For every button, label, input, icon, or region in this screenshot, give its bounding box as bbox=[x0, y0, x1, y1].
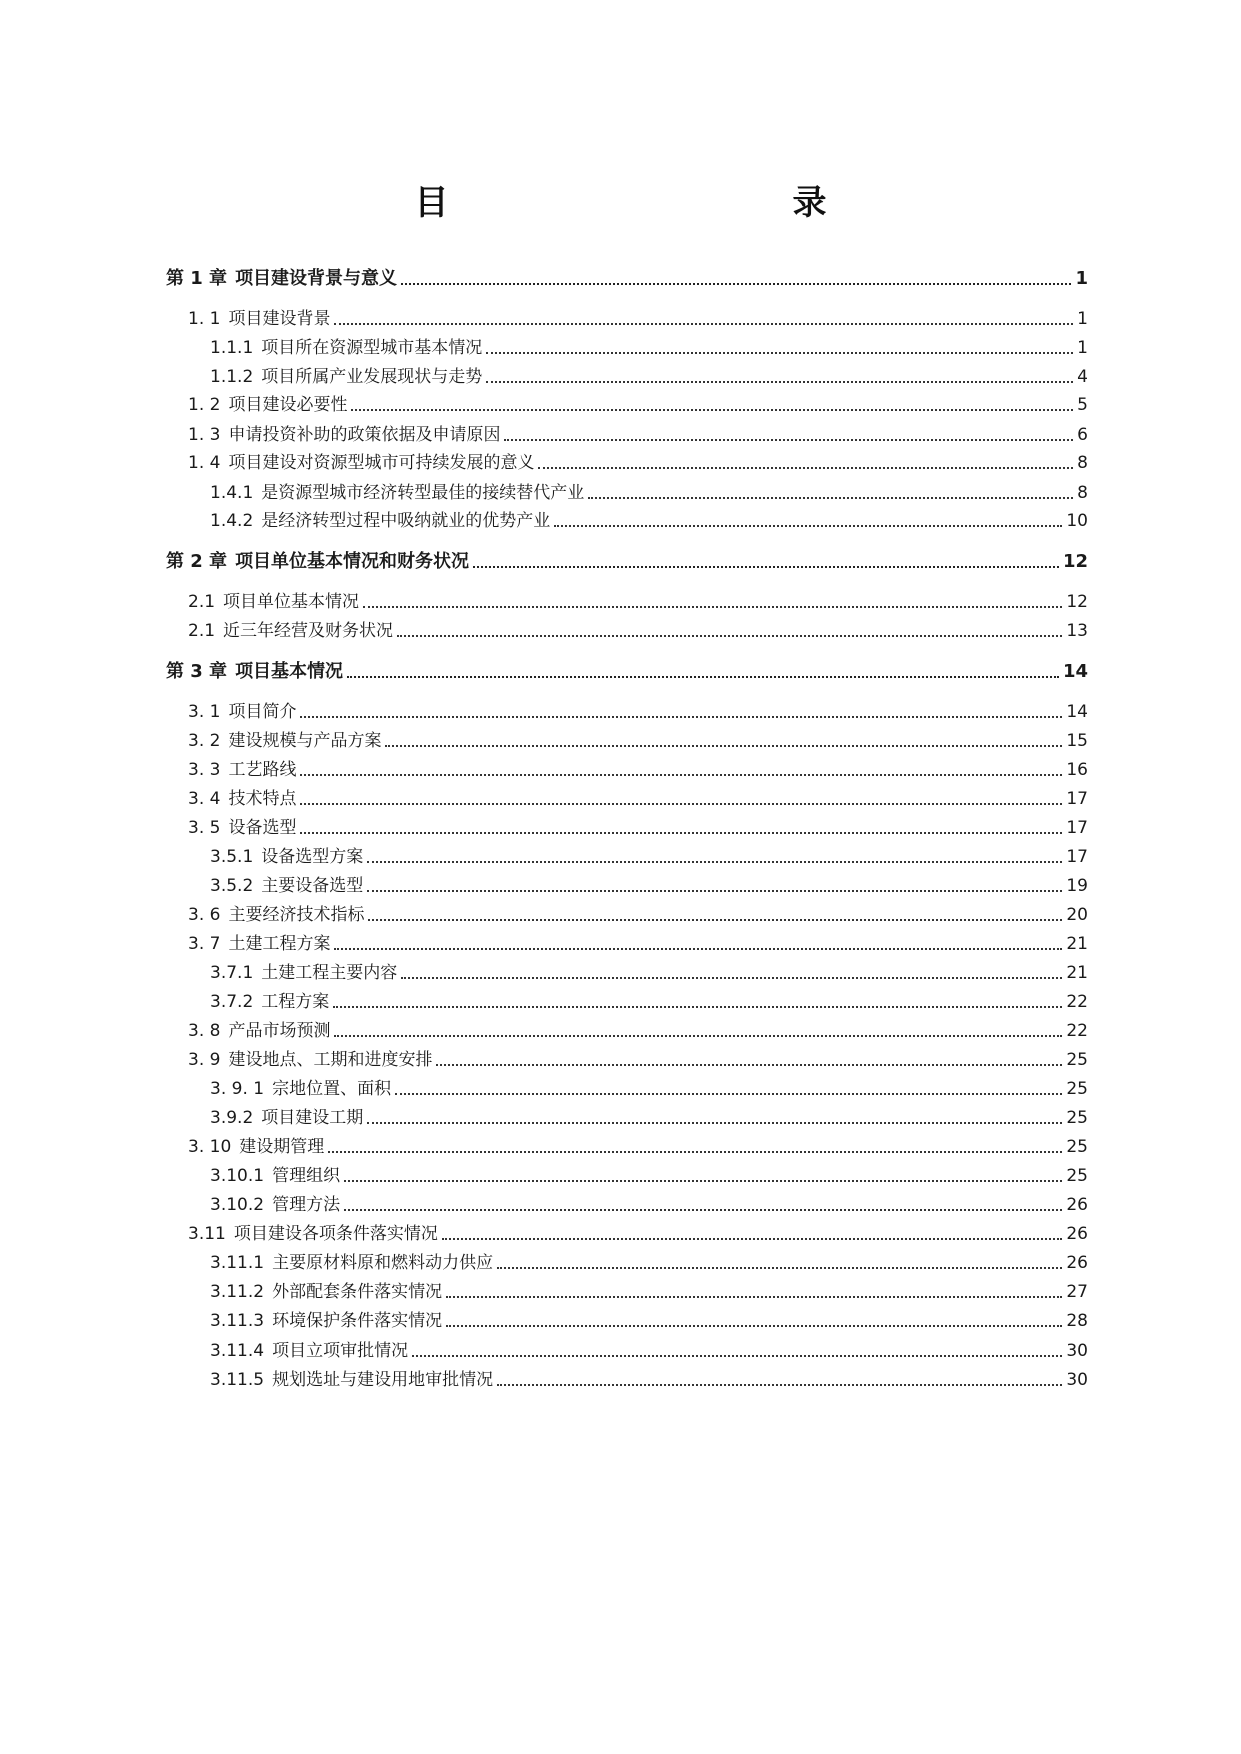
dot-leader bbox=[328, 1151, 1062, 1153]
toc-entry-title: 项目建设必要性 bbox=[228, 395, 348, 415]
dot-leader bbox=[300, 774, 1062, 776]
toc-entry-page: 13 bbox=[1066, 621, 1088, 641]
toc-entry[interactable] bbox=[210, 875, 1088, 897]
toc-entry-number: 3.5.1 bbox=[210, 847, 254, 867]
toc-entry-page: 1 bbox=[1077, 338, 1088, 358]
toc-entry-page: 30 bbox=[1066, 1370, 1088, 1390]
dot-leader bbox=[395, 1093, 1062, 1095]
toc-entry-title: 环境保护条件落实情况 bbox=[272, 1311, 443, 1331]
toc-entry[interactable] bbox=[188, 308, 1088, 330]
toc-entry-page: 30 bbox=[1066, 1341, 1088, 1361]
toc-entry[interactable] bbox=[210, 1107, 1088, 1129]
toc-entry-number: 1.4.1 bbox=[210, 483, 254, 503]
toc-entry[interactable] bbox=[188, 424, 1088, 446]
toc-entry-title: 产品市场预测 bbox=[228, 1021, 331, 1041]
dot-leader bbox=[334, 948, 1062, 950]
toc-entry-title: 项目基本情况 bbox=[235, 661, 344, 682]
toc-entry-page: 6 bbox=[1077, 425, 1088, 445]
dot-leader bbox=[334, 1035, 1062, 1037]
toc-entry-page: 4 bbox=[1077, 367, 1088, 387]
toc-entry[interactable] bbox=[188, 904, 1088, 926]
toc-entry[interactable] bbox=[188, 452, 1088, 474]
toc-entry[interactable] bbox=[188, 817, 1088, 839]
toc-entry-title: 外部配套条件落实情况 bbox=[272, 1282, 443, 1302]
toc-entry-page: 20 bbox=[1066, 905, 1088, 925]
toc-entry-title: 项目建设各项条件落实情况 bbox=[233, 1224, 438, 1244]
toc-entry-page: 10 bbox=[1066, 511, 1088, 531]
toc-entry-title: 主要经济技术指标 bbox=[228, 905, 365, 925]
toc-entry[interactable] bbox=[210, 1252, 1088, 1274]
toc-entry[interactable] bbox=[188, 759, 1088, 781]
toc-entry[interactable] bbox=[188, 1136, 1088, 1158]
toc-entry-number: 3.7.2 bbox=[210, 992, 254, 1012]
toc-entry-title: 技术特点 bbox=[228, 789, 297, 809]
toc-entry-number: 1.1.2 bbox=[210, 367, 254, 387]
toc-entry[interactable] bbox=[210, 482, 1088, 504]
toc-entry-number: 1.4.2 bbox=[210, 511, 254, 531]
toc-entry-title: 主要设备选型 bbox=[261, 876, 364, 896]
toc-entry-page: 19 bbox=[1066, 876, 1088, 896]
toc-entry-page: 12 bbox=[1062, 551, 1088, 572]
toc-entry[interactable] bbox=[210, 1078, 1088, 1100]
toc-entry[interactable] bbox=[210, 337, 1088, 359]
toc-entry[interactable] bbox=[210, 1369, 1088, 1391]
toc-entry-number: 3. 4 bbox=[188, 789, 221, 809]
toc-entry[interactable] bbox=[188, 1223, 1088, 1245]
toc-entry-number: 3.9.2 bbox=[210, 1108, 254, 1128]
toc-entry-title: 近三年经营及财务状况 bbox=[223, 621, 394, 641]
toc-entry-number: 3.11 bbox=[188, 1224, 226, 1244]
toc-entry-title: 项目单位基本情况 bbox=[223, 592, 360, 612]
toc-entry-page: 1 bbox=[1077, 309, 1088, 329]
dot-leader bbox=[368, 919, 1062, 921]
toc-entry-number: 3.5.2 bbox=[210, 876, 254, 896]
toc-entry-number: 第 2 章 bbox=[166, 551, 228, 572]
dot-leader bbox=[347, 676, 1059, 678]
dot-leader bbox=[442, 1238, 1063, 1240]
toc-entry-page: 12 bbox=[1066, 592, 1088, 612]
toc-entry-page: 25 bbox=[1066, 1166, 1088, 1186]
toc-entry[interactable] bbox=[188, 394, 1088, 416]
toc-entry-title: 项目建设工期 bbox=[261, 1108, 364, 1128]
toc-entry-number: 3. 8 bbox=[188, 1021, 221, 1041]
toc-entry-page: 28 bbox=[1066, 1311, 1088, 1331]
toc-entry[interactable] bbox=[188, 1020, 1088, 1042]
dot-leader bbox=[538, 467, 1073, 469]
toc-entry-page: 25 bbox=[1066, 1108, 1088, 1128]
toc-entry[interactable] bbox=[210, 1340, 1088, 1362]
toc-entry-number: 3. 9. 1 bbox=[210, 1079, 265, 1099]
toc-entry-page: 26 bbox=[1066, 1195, 1088, 1215]
toc-entry[interactable] bbox=[188, 1049, 1088, 1071]
toc-entry-number: 3.10.1 bbox=[210, 1166, 265, 1186]
toc-entry-number: 2.1 bbox=[188, 592, 216, 612]
toc-entry[interactable] bbox=[166, 551, 1088, 573]
toc-entry-number: 1.1.1 bbox=[210, 338, 254, 358]
dot-leader bbox=[385, 745, 1062, 747]
toc-entry-page: 26 bbox=[1066, 1224, 1088, 1244]
toc-entry-title: 土建工程主要内容 bbox=[261, 963, 398, 983]
toc-entry-title: 宗地位置、面积 bbox=[272, 1079, 392, 1099]
toc-entry-page: 17 bbox=[1066, 818, 1088, 838]
toc-entry-title: 项目简介 bbox=[228, 702, 297, 722]
toc-entry[interactable] bbox=[188, 701, 1088, 723]
toc-entry[interactable] bbox=[210, 1310, 1088, 1332]
toc-entry-page: 8 bbox=[1077, 483, 1088, 503]
toc-entry-number: 3. 9 bbox=[188, 1050, 221, 1070]
toc-entry[interactable] bbox=[188, 591, 1088, 613]
dot-leader bbox=[497, 1267, 1062, 1269]
dot-leader bbox=[344, 1180, 1062, 1182]
toc-entry-number: 2.1 bbox=[188, 621, 216, 641]
dot-leader bbox=[300, 803, 1062, 805]
toc-entry-number: 3. 6 bbox=[188, 905, 221, 925]
toc-entry-title: 建设规模与产品方案 bbox=[228, 731, 382, 751]
toc-entry[interactable] bbox=[166, 661, 1088, 683]
toc-entry-number: 3.11.3 bbox=[210, 1311, 265, 1331]
dot-leader bbox=[367, 1122, 1062, 1124]
dot-leader bbox=[401, 977, 1062, 979]
toc-entry-number: 3.11.2 bbox=[210, 1282, 265, 1302]
toc-entry-title: 建设地点、工期和进度安排 bbox=[228, 1050, 433, 1070]
toc-entry-number: 1. 3 bbox=[188, 425, 221, 445]
toc-entry[interactable] bbox=[188, 730, 1088, 752]
toc-entry-title: 项目单位基本情况和财务状况 bbox=[235, 551, 470, 572]
toc-entry-number: 3. 10 bbox=[188, 1137, 232, 1157]
toc-entry-number: 3. 3 bbox=[188, 760, 221, 780]
dot-leader bbox=[486, 381, 1073, 383]
dot-leader bbox=[436, 1064, 1062, 1066]
toc-entry-title: 工艺路线 bbox=[228, 760, 297, 780]
dot-leader bbox=[334, 323, 1073, 325]
dot-leader bbox=[351, 409, 1073, 411]
toc-entry-title: 规划选址与建设用地审批情况 bbox=[272, 1370, 494, 1390]
toc-entry-title: 设备选型 bbox=[228, 818, 297, 838]
dot-leader bbox=[504, 439, 1073, 441]
toc-entry-number: 3.10.2 bbox=[210, 1195, 265, 1215]
dot-leader bbox=[446, 1325, 1062, 1327]
toc-entry[interactable] bbox=[210, 366, 1088, 388]
toc-entry[interactable] bbox=[188, 620, 1088, 642]
toc-entry-page: 26 bbox=[1066, 1253, 1088, 1273]
dot-leader bbox=[588, 497, 1073, 499]
toc-entry-title: 项目立项审批情况 bbox=[272, 1341, 409, 1361]
dot-leader bbox=[367, 890, 1062, 892]
toc-entry[interactable] bbox=[210, 962, 1088, 984]
toc-entry[interactable] bbox=[210, 1194, 1088, 1216]
toc-entry-title: 主要原材料原和燃料动力供应 bbox=[272, 1253, 494, 1273]
toc-entry-page: 22 bbox=[1066, 992, 1088, 1012]
toc-entry-number: 3.11.4 bbox=[210, 1341, 265, 1361]
toc-entry[interactable] bbox=[210, 991, 1088, 1013]
toc-entry[interactable] bbox=[210, 846, 1088, 868]
toc-entry-title: 是经济转型过程中吸纳就业的优势产业 bbox=[261, 511, 551, 531]
toc-entry[interactable] bbox=[188, 933, 1088, 955]
dot-leader bbox=[300, 832, 1062, 834]
page-title: 目 录 bbox=[414, 183, 919, 223]
toc-entry-title: 申请投资补助的政策依据及申请原因 bbox=[228, 425, 501, 445]
toc-entry-title: 工程方案 bbox=[261, 992, 330, 1012]
toc-entry-title: 项目建设背景 bbox=[228, 309, 331, 329]
dot-leader bbox=[363, 606, 1062, 608]
toc-entry-page: 15 bbox=[1066, 731, 1088, 751]
toc-entry-page: 16 bbox=[1066, 760, 1088, 780]
toc-entry-number: 3.11.5 bbox=[210, 1370, 265, 1390]
toc-entry[interactable] bbox=[166, 268, 1088, 290]
toc-entry[interactable] bbox=[210, 1281, 1088, 1303]
dot-leader bbox=[412, 1355, 1062, 1357]
toc-entry-number: 3. 5 bbox=[188, 818, 221, 838]
toc-entry-number: 3. 2 bbox=[188, 731, 221, 751]
toc-entry-page: 21 bbox=[1066, 934, 1088, 954]
toc-entry-number: 1. 1 bbox=[188, 309, 221, 329]
toc-entry-page: 22 bbox=[1066, 1021, 1088, 1041]
toc-entry-page: 25 bbox=[1066, 1050, 1088, 1070]
toc-entry[interactable] bbox=[210, 510, 1088, 532]
dot-leader bbox=[473, 566, 1059, 568]
toc-entry-title: 设备选型方案 bbox=[261, 847, 364, 867]
toc-entry-title: 土建工程方案 bbox=[228, 934, 331, 954]
dot-leader bbox=[401, 283, 1071, 285]
toc-entry-title: 是资源型城市经济转型最佳的接续替代产业 bbox=[261, 483, 585, 503]
toc-entry-page: 27 bbox=[1066, 1282, 1088, 1302]
toc-entry-title: 管理组织 bbox=[272, 1166, 341, 1186]
toc-entry-number: 3.11.1 bbox=[210, 1253, 265, 1273]
toc-entry-page: 8 bbox=[1077, 453, 1088, 473]
dot-leader bbox=[446, 1296, 1062, 1298]
toc-entry-page: 25 bbox=[1066, 1079, 1088, 1099]
toc-entry-number: 3. 7 bbox=[188, 934, 221, 954]
dot-leader bbox=[333, 1006, 1062, 1008]
toc-entry-number: 1. 4 bbox=[188, 453, 221, 473]
toc-entry-title: 项目建设背景与意义 bbox=[235, 268, 398, 289]
toc-entry-page: 1 bbox=[1075, 268, 1088, 289]
toc-entry-page: 21 bbox=[1066, 963, 1088, 983]
toc-entry-page: 25 bbox=[1066, 1137, 1088, 1157]
dot-leader bbox=[397, 635, 1062, 637]
dot-leader bbox=[367, 861, 1062, 863]
toc-entry-number: 3.7.1 bbox=[210, 963, 254, 983]
toc-entry-title: 管理方法 bbox=[272, 1195, 341, 1215]
dot-leader bbox=[497, 1384, 1062, 1386]
toc-entry[interactable] bbox=[188, 788, 1088, 810]
dot-leader bbox=[344, 1209, 1062, 1211]
toc-entry[interactable] bbox=[210, 1165, 1088, 1187]
toc-entry-number: 第 3 章 bbox=[166, 661, 228, 682]
dot-leader bbox=[300, 716, 1062, 718]
toc-entry-title: 建设期管理 bbox=[239, 1137, 325, 1157]
toc-entry-number: 第 1 章 bbox=[166, 268, 228, 289]
toc-entry-page: 14 bbox=[1062, 661, 1088, 682]
toc-entry-page: 17 bbox=[1066, 847, 1088, 867]
toc-entry-title: 项目建设对资源型城市可持续发展的意义 bbox=[228, 453, 535, 473]
toc-entry-title: 项目所在资源型城市基本情况 bbox=[261, 338, 483, 358]
toc-entry-page: 5 bbox=[1077, 395, 1088, 415]
toc-entry-title: 项目所属产业发展现状与走势 bbox=[261, 367, 483, 387]
toc-entry-number: 1. 2 bbox=[188, 395, 221, 415]
toc-entry-number: 3. 1 bbox=[188, 702, 221, 722]
dot-leader bbox=[554, 525, 1062, 527]
dot-leader bbox=[486, 352, 1073, 354]
toc-entry-page: 17 bbox=[1066, 789, 1088, 809]
toc-entry-page: 14 bbox=[1066, 702, 1088, 722]
